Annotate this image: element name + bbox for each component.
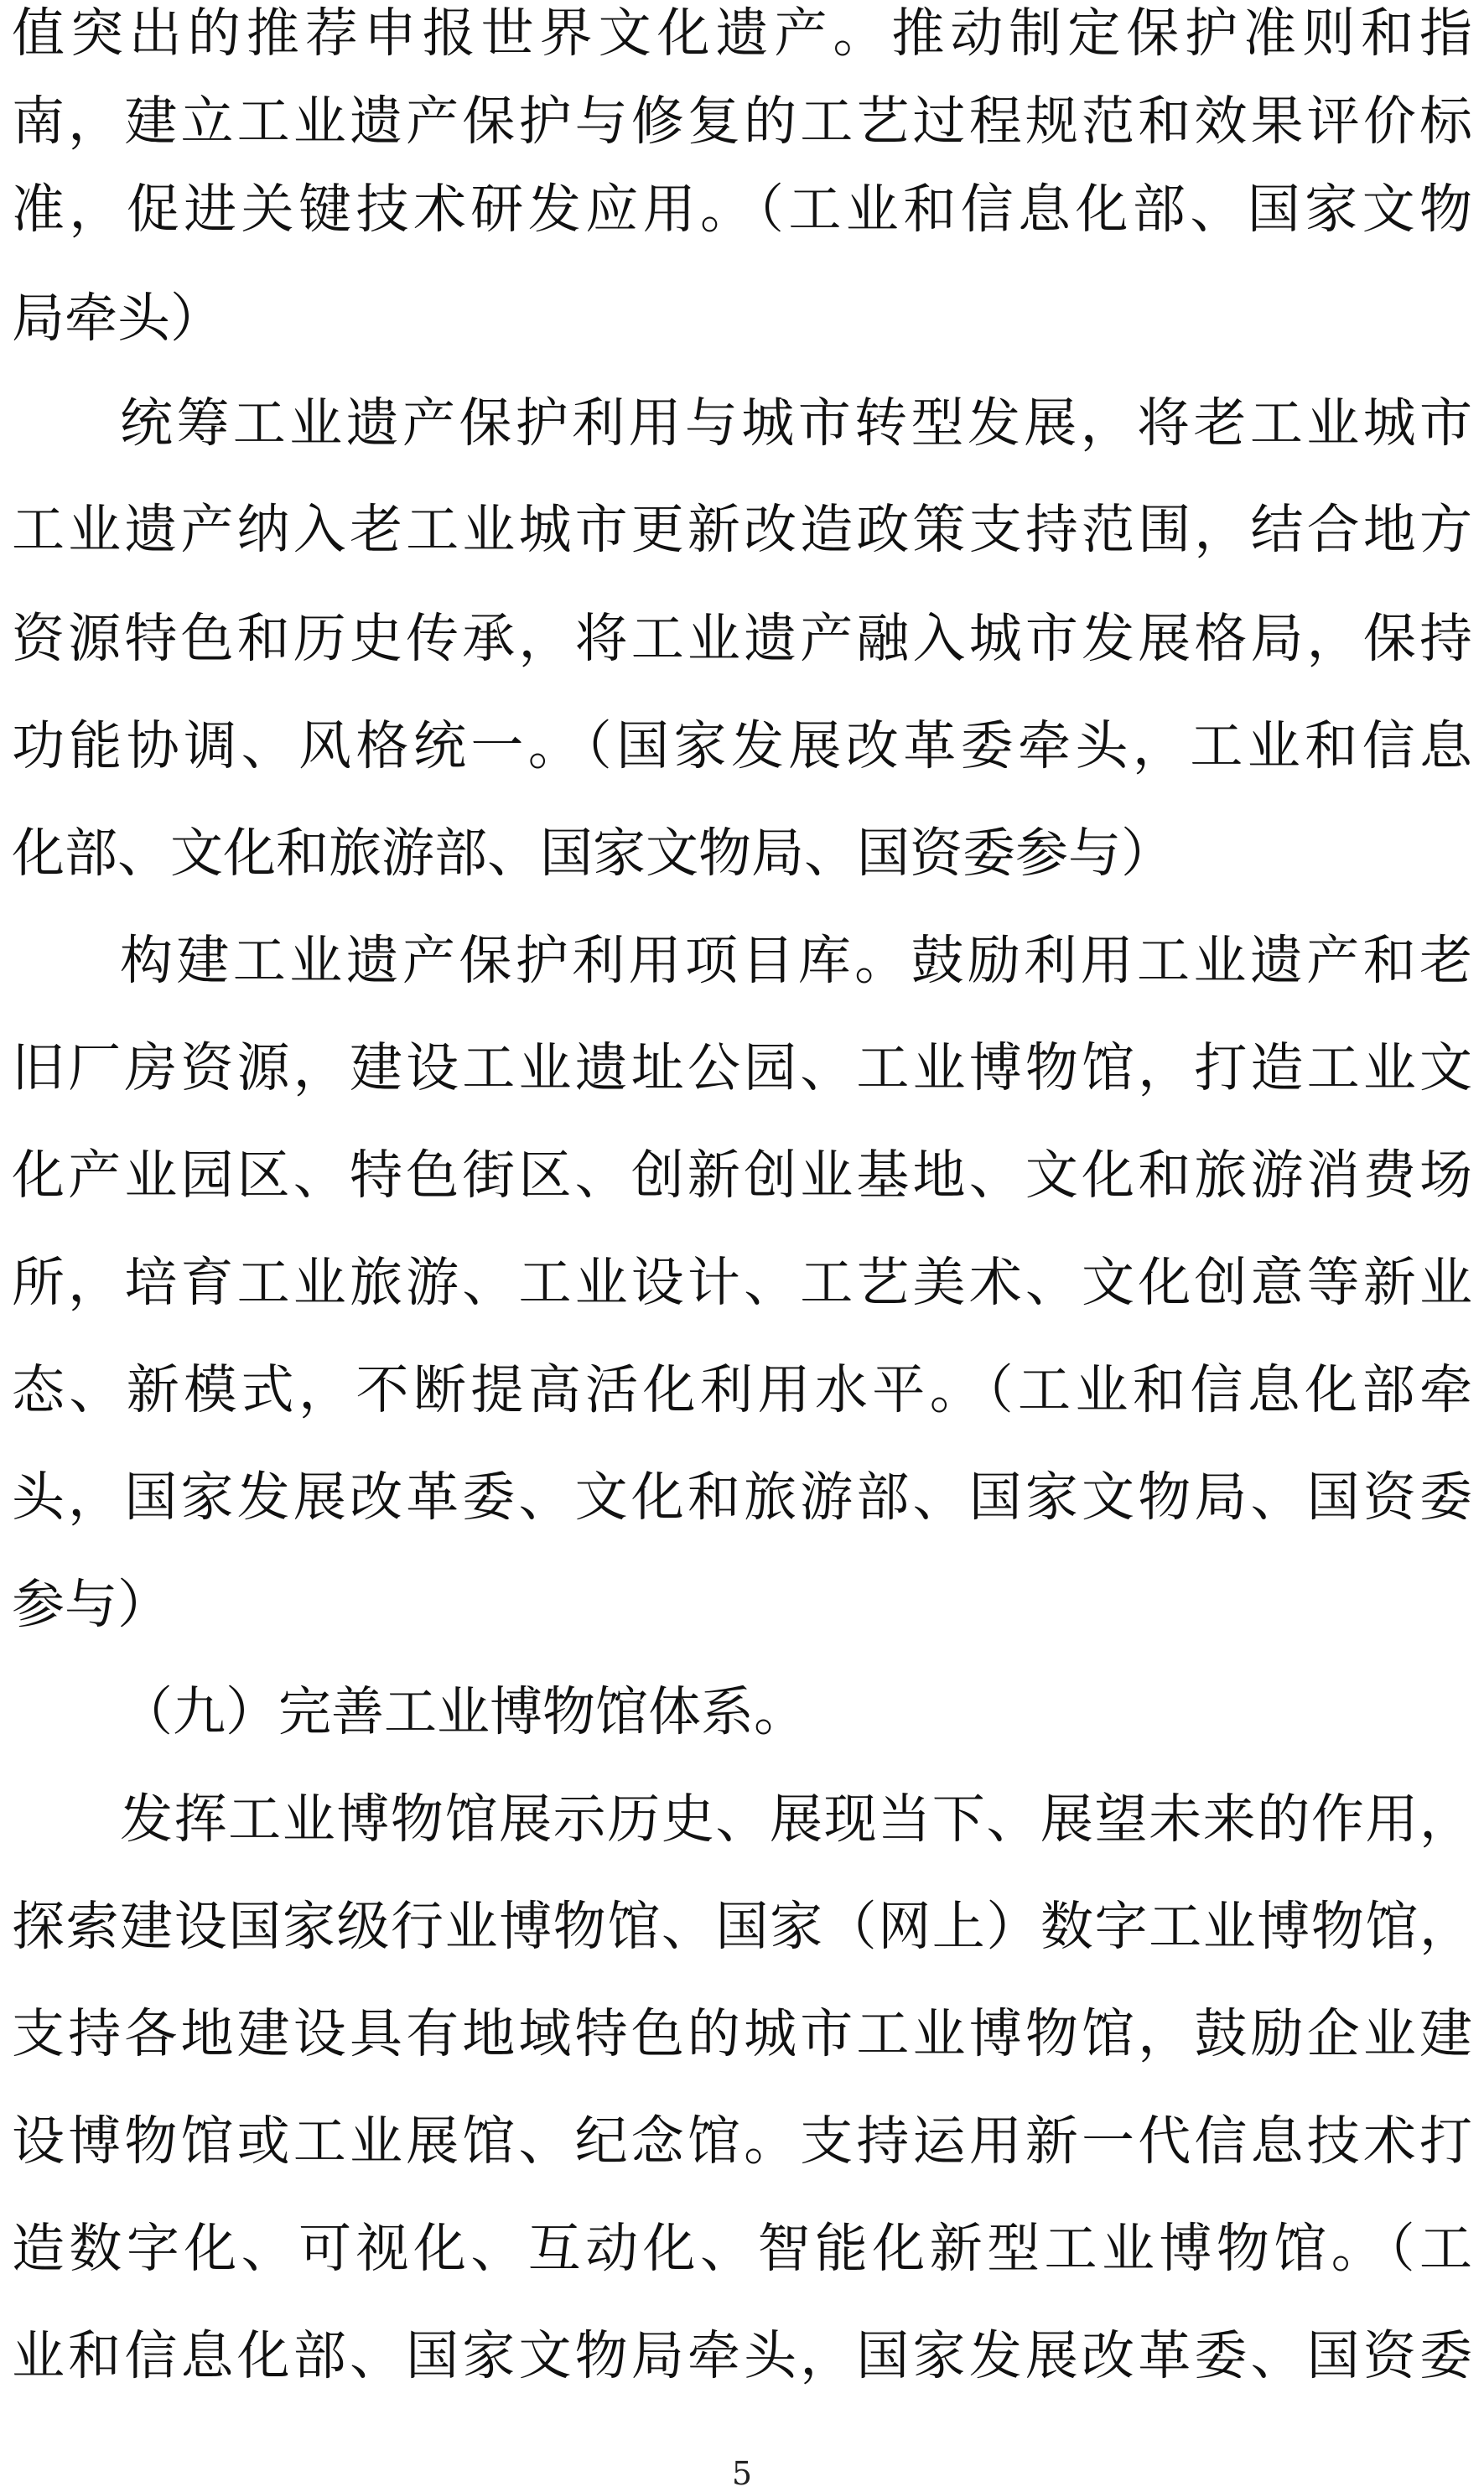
text-line: 头，国家发展改革委、文化和旅游部、国家文物局、国资委 [12, 1467, 1472, 1528]
text-line: 化部、文化和旅游部、国家文物局、国资委参与） [12, 823, 1174, 884]
text-line: 南，建立工业遗产保护与修复的工艺过程规范和效果评价标 [12, 91, 1472, 152]
text-line: 准，促进关键技术研发应用。（工业和信息化部、国家文物 [12, 179, 1472, 240]
text-line: 造数字化、可视化、互动化、智能化新型工业博物馆。（工 [12, 2218, 1472, 2279]
text-line: 功能协调、风格统一。（国家发展改革委牵头，工业和信息 [12, 715, 1472, 776]
text-line: 化产业园区、特色街区、创新创业基地、文化和旅游消费场 [12, 1145, 1472, 1206]
text-line: 态、新模式，不断提高活化利用水平。（工业和信息化部牵 [12, 1359, 1472, 1420]
text-line: 探索建设国家级行业博物馆、国家（网上）数字工业博物馆， [12, 1896, 1472, 1957]
text-line: 局牵头） [12, 288, 223, 349]
text-line: 支持各地建设具有地域特色的城市工业博物馆，鼓励企业建 [12, 2003, 1472, 2064]
text-line: 设博物馆或工业展馆、纪念馆。支持运用新一代信息技术打 [12, 2110, 1472, 2172]
paragraph-first-line: 发挥工业博物馆展示历史、展现当下、展望未来的作用， [120, 1789, 1472, 1850]
text-line: 所，培育工业旅游、工业设计、工艺美术、文化创意等新业 [12, 1252, 1472, 1313]
text-line: 业和信息化部、国家文物局牵头，国家发展改革委、国资委 [12, 2325, 1472, 2386]
text-line: 资源特色和历史传承，将工业遗产融入城市发展格局，保持 [12, 608, 1472, 669]
paragraph-first-line: 统筹工业遗产保护利用与城市转型发展，将老工业城市 [120, 392, 1472, 454]
section-heading: （九）完善工业博物馆体系。 [120, 1681, 807, 1742]
text-line: 工业遗产纳入老工业城市更新改造政策支持范围，结合地方 [12, 499, 1472, 560]
paragraph-first-line: 构建工业遗产保护利用项目库。鼓励利用工业遗产和老 [120, 930, 1472, 991]
page-number: 5 [731, 2455, 753, 2492]
text-line: 参与） [12, 1574, 170, 1635]
text-line: 值突出的推荐申报世界文化遗产。推动制定保护准则和指 [12, 3, 1472, 64]
text-line: 旧厂房资源，建设工业遗址公园、工业博物馆，打造工业文 [12, 1037, 1472, 1098]
